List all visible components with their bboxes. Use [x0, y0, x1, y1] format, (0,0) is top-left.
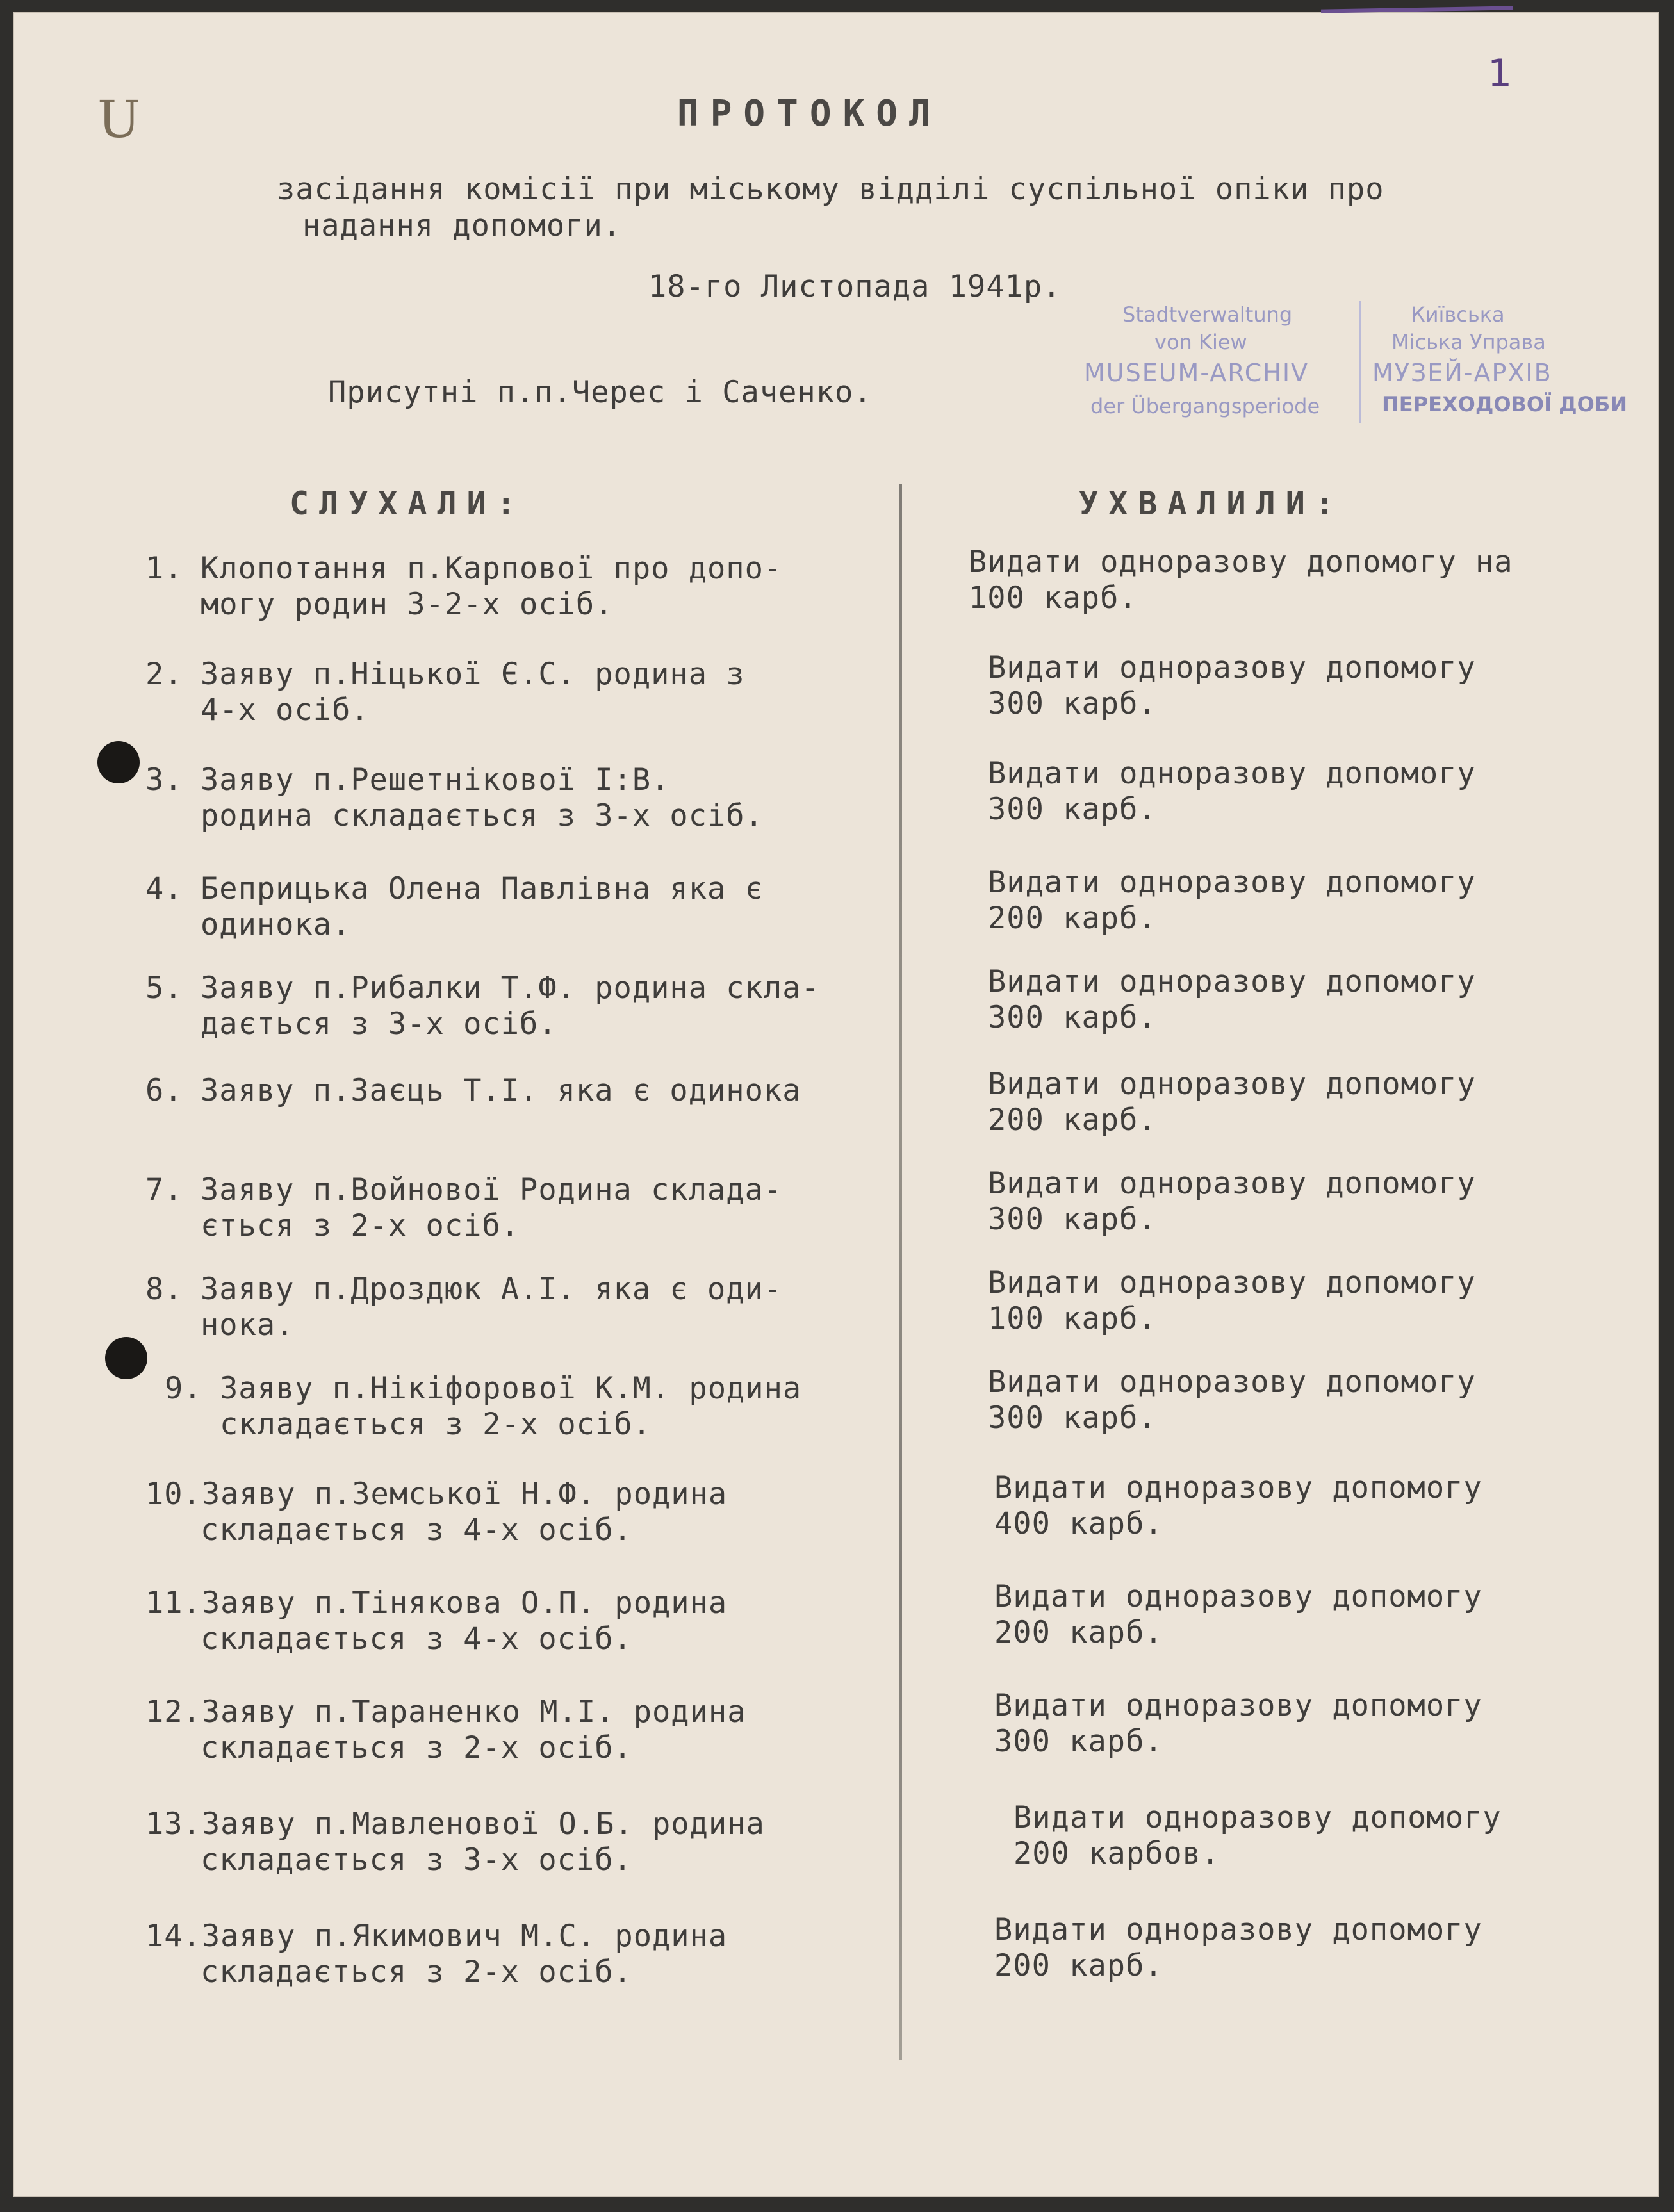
heard-text-line2: одинока. [201, 907, 351, 942]
heard-item [145, 1585, 727, 1657]
heard-text-line2: нока. [201, 1307, 295, 1343]
decision-text-line1: Видати одноразову допомогу на [969, 545, 1513, 580]
decision-text-line2: 300 карб. [988, 1000, 1157, 1035]
item-number: 6. [145, 1073, 183, 1108]
decision-item [988, 756, 1476, 828]
decision-text-line1: Видати одноразову допомогу [994, 1470, 1482, 1505]
heard-text-line2: складається з 2-х осіб. [201, 1954, 632, 1990]
decision-item [988, 964, 1476, 1036]
heard-text-line1: Заяву п.Тінякова О.П. родина [201, 1585, 728, 1621]
decision-item [988, 865, 1476, 937]
decision-text-line2: 300 карб. [988, 686, 1157, 721]
heard-item [145, 1806, 765, 1878]
item-number: 5. [145, 971, 183, 1006]
heard-text-line1: Заяву п.Ніцької Є.С. родина з [201, 657, 745, 692]
document-page [14, 13, 1658, 2196]
decision-text-line2: 100 карб. [988, 1301, 1157, 1336]
heard-text-line1: Заяву п.Нікіфорової К.М. родина [220, 1371, 802, 1406]
decision-item [988, 1166, 1476, 1238]
decision-text-line1: Видати одноразову допомогу [994, 1688, 1482, 1723]
margin-corner-mark: U [97, 90, 141, 149]
heard-text-line1: Заяву п.Дроздюк А.І. яка є оди- [201, 1272, 783, 1307]
item-number: 2. [145, 657, 183, 692]
heard-text-line2: складається з 4-х осіб. [201, 1621, 632, 1657]
item-number: 1. [145, 551, 183, 586]
item-number: 8. [145, 1272, 183, 1307]
heard-text-line1: Беприцька Олена Павлівна яка є [201, 871, 764, 906]
decision-item [988, 1364, 1476, 1436]
heard-text-line2: складається з 3-х осіб. [201, 1842, 632, 1878]
decision-item [988, 1265, 1476, 1337]
item-number: 4. [145, 871, 183, 906]
ink-scribble [1321, 6, 1513, 13]
stamp-right-line4: ПЕРЕХОДОВОЇ ДОБИ [1382, 392, 1628, 416]
stamp-left-line1: Stadtverwaltung [1122, 302, 1293, 327]
item-number: 9. [165, 1371, 202, 1406]
stamp-left-line2: von Kiew [1154, 330, 1247, 354]
heard-item [145, 1477, 727, 1548]
heard-item [145, 657, 745, 728]
heard-text-line2: ється з 2-х осіб. [201, 1208, 520, 1243]
decision-text-line2: 300 карб. [988, 1400, 1157, 1436]
decision-item [994, 1470, 1482, 1542]
heard-item [145, 551, 782, 623]
column-divider [899, 484, 902, 2060]
decision-text-line2: 200 карб. [994, 1615, 1163, 1650]
column-header-heard: СЛУХАЛИ: [290, 485, 526, 522]
item-number: 7. [145, 1172, 183, 1208]
heard-item [145, 1272, 782, 1343]
stamp-left-line4: der Übergangsperiode [1090, 394, 1320, 418]
heard-text-line1: Заяву п.Мавленової О.Б. родина [201, 1806, 765, 1842]
item-number: 14. [145, 1919, 202, 1954]
decision-item [969, 545, 1513, 616]
punch-hole-top [97, 741, 140, 783]
heard-text-line1: Заяву п.Якимович М.С. родина [201, 1919, 728, 1954]
punch-hole-bottom [105, 1337, 147, 1379]
decision-item [1013, 1800, 1502, 1872]
document-subtitle-line1: засідання комісії при міському відділі суспільної опіки про [277, 172, 1384, 207]
decision-text-line1: Видати одноразову допомогу [1013, 1800, 1502, 1835]
decision-text-line1: Видати одноразову допомогу [988, 964, 1476, 999]
decision-text-line2: 200 карбов. [1013, 1836, 1220, 1871]
stamp-left-line3: MUSEUM-ARCHIV [1084, 359, 1309, 387]
decision-item [994, 1579, 1482, 1651]
decision-text-line1: Видати одноразову допомогу [988, 756, 1476, 791]
heard-item [145, 1694, 746, 1766]
decision-text-line2: 100 карб. [969, 580, 1138, 616]
decision-item [988, 650, 1476, 722]
decision-text-line2: 300 карб. [988, 1202, 1157, 1237]
item-number: 13. [145, 1806, 202, 1842]
heard-item [165, 1371, 801, 1443]
heard-item [145, 1172, 782, 1244]
decision-text-line2: 200 карб. [994, 1948, 1163, 1983]
decision-text-line1: Видати одноразову допомогу [988, 1067, 1476, 1102]
item-number: 3. [145, 762, 183, 798]
heard-item [145, 971, 820, 1042]
document-title: ПРОТОКОЛ [677, 93, 942, 135]
heard-text-line2: складається з 4-х осіб. [201, 1512, 632, 1548]
decision-text-line1: Видати одноразову допомогу [988, 1364, 1476, 1400]
heard-item [145, 1919, 727, 1990]
heard-text-line1: Заяву п.Войнової Родина склада- [201, 1172, 783, 1208]
heard-text-line2: могу родин 3-2-х осіб. [201, 587, 614, 622]
decision-item [994, 1688, 1482, 1760]
heard-text-line2: дається з 3-х осіб. [201, 1006, 557, 1042]
item-number: 11. [145, 1585, 202, 1621]
stamp-right-line2: Міська Управа [1391, 330, 1546, 354]
present-line: Присутні п.п.Черес і Саченко. [328, 375, 873, 410]
decision-text-line2: 300 карб. [988, 792, 1157, 827]
decision-text-line1: Видати одноразову допомогу [994, 1912, 1482, 1947]
document-subtitle-line2: надання допомоги. [302, 208, 622, 243]
stamp-right-line1: Київська [1411, 302, 1505, 327]
heard-text-line1: Заяву п.Рибалки Т.Ф. родина скла- [201, 971, 820, 1006]
heard-text-line1: Заяву п.Тараненко М.І. родина [201, 1694, 746, 1730]
document-date: 18-го Листопада 1941р. [648, 269, 1062, 304]
decision-text-line1: Видати одноразову допомогу [994, 1579, 1482, 1614]
column-header-decided: УХВАЛИЛИ: [1079, 485, 1345, 522]
heard-text-line2: складається з 2-х осіб. [220, 1407, 652, 1442]
item-number: 10. [145, 1477, 202, 1512]
heard-text-line1: Заяву п.Земської Н.Ф. родина [201, 1477, 728, 1512]
decision-text-line1: Видати одноразову допомогу [988, 865, 1476, 900]
decision-text-line2: 200 карб. [988, 901, 1157, 936]
heard-item [145, 1073, 801, 1109]
decision-text-line1: Видати одноразову допомогу [988, 1166, 1476, 1201]
heard-item [145, 762, 764, 834]
decision-text-line2: 300 карб. [994, 1724, 1163, 1759]
stamp-divider [1359, 301, 1361, 423]
decision-text-line2: 200 карб. [988, 1102, 1157, 1138]
heard-text-line2: 4-х осіб. [201, 692, 370, 728]
decision-item [994, 1912, 1482, 1984]
decision-text-line1: Видати одноразову допомогу [988, 650, 1476, 685]
heard-text-line1: Заяву п.Решетнікової І:В. [201, 762, 670, 798]
heard-text-line2: родина складається з 3-х осіб. [201, 798, 764, 833]
heard-text-line2: складається з 2-х осіб. [201, 1730, 632, 1766]
decision-text-line2: 400 карб. [994, 1506, 1163, 1541]
heard-item [145, 871, 764, 943]
archive-stamp [1078, 295, 1641, 429]
decision-text-line1: Видати одноразову допомогу [988, 1265, 1476, 1300]
page-number-mark: 1 [1488, 51, 1513, 96]
decision-item [988, 1067, 1476, 1138]
heard-text-line1: Клопотання п.Карпової про допо- [201, 551, 783, 586]
stamp-right-line3: МУЗЕЙ-АРХІВ [1372, 359, 1552, 387]
heard-text-line1: Заяву п.Заєць Т.І. яка є одинока [201, 1073, 801, 1108]
item-number: 12. [145, 1694, 202, 1730]
